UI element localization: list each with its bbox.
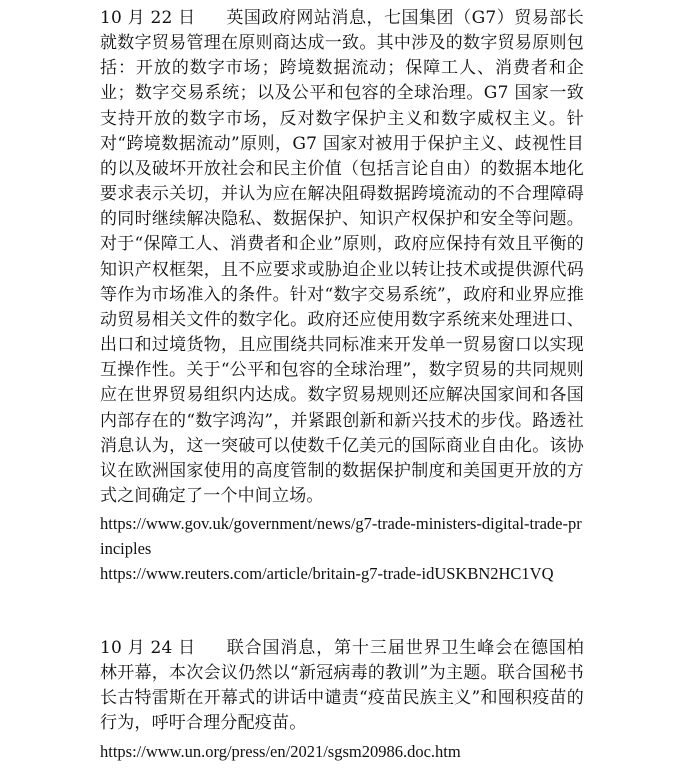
- source-link[interactable]: https://www.reuters.com/article/britain-g7-trade-idUSKBN2HC1VQ: [100, 564, 554, 584]
- news-entry: [100, 636, 584, 764]
- entry-paragraph: [100, 636, 584, 737]
- entry-text: 英国政府网站消息，七国集团（G7）贸易部长就数字贸易管理在原则商达成一致。其中涉及的数字贸易原则包括：开放的数字市场；跨境数据流动；保障工人、消费者和企业；数字交易系统；以及公平和包容的全球治理。G7 国家一致支持开放的数字市场，反对数字保护主义和数字威权主义。针对“跨境数据流动”原则，G7 国家对被用于保护主义、歧视性目的以及破坏开放社会和民主价值（包括言论自由）的数据本地化要求表示关切，并认为应在解决阻碍数据跨境流动的不合理障碍的同时继续解决隐私、数据保护、知识产权保护和安全等问题。对于“保障工人、消费者和企业”原则，政府应保持有效且平衡的知识产权框架，且不应要求或胁迫企业以转让技术或提供源代码等作为市场准入的条件。针对“数字交易系统”，政府和业界应推动贸易相关文件的数字化。政府还应使用数字系统来处理进口、出口和过境货物，且应围绕共同标准来开发单一贸易窗口以实现互操作性。关于“公平和包容的全球治理”，数字贸易的共同规则应在世界贸易组织内达成。数字贸易规则还应解决国家间和各国内部存在的“数字鸿沟”，并紧跟创新和新兴技术的步伐。路透社消息认为，这一突破可以使数千亿美元的国际商业自由化。该协议在欧洲国家使用的高度管制的数据保护制度和美国更开放的方式之间确定了一个中间立场。: [100, 8, 584, 506]
- entry-date: 10 月 24 日: [100, 638, 196, 658]
- source-links: [100, 739, 584, 764]
- source-links: [100, 511, 584, 586]
- news-entry: [100, 6, 584, 586]
- entry-paragraph: [100, 6, 584, 509]
- source-link[interactable]: https://www.un.org/press/en/2021/sgsm20986.doc.htm: [100, 741, 461, 761]
- entry-date: 10 月 22 日: [100, 8, 196, 28]
- entry-text: 联合国消息，第十三届世界卫生峰会在德国柏林开幕，本次会议仍然以“新冠病毒的教训”为主题。联合国秘书长古特雷斯在开幕式的讲话中谴责“疫苗民族主义”和囤积疫苗的行为，呼吁合理分配疫苗。: [100, 638, 584, 734]
- source-link[interactable]: https://www.gov.uk/government/news/g7-trade-ministers-digital-trade-principles: [100, 514, 582, 559]
